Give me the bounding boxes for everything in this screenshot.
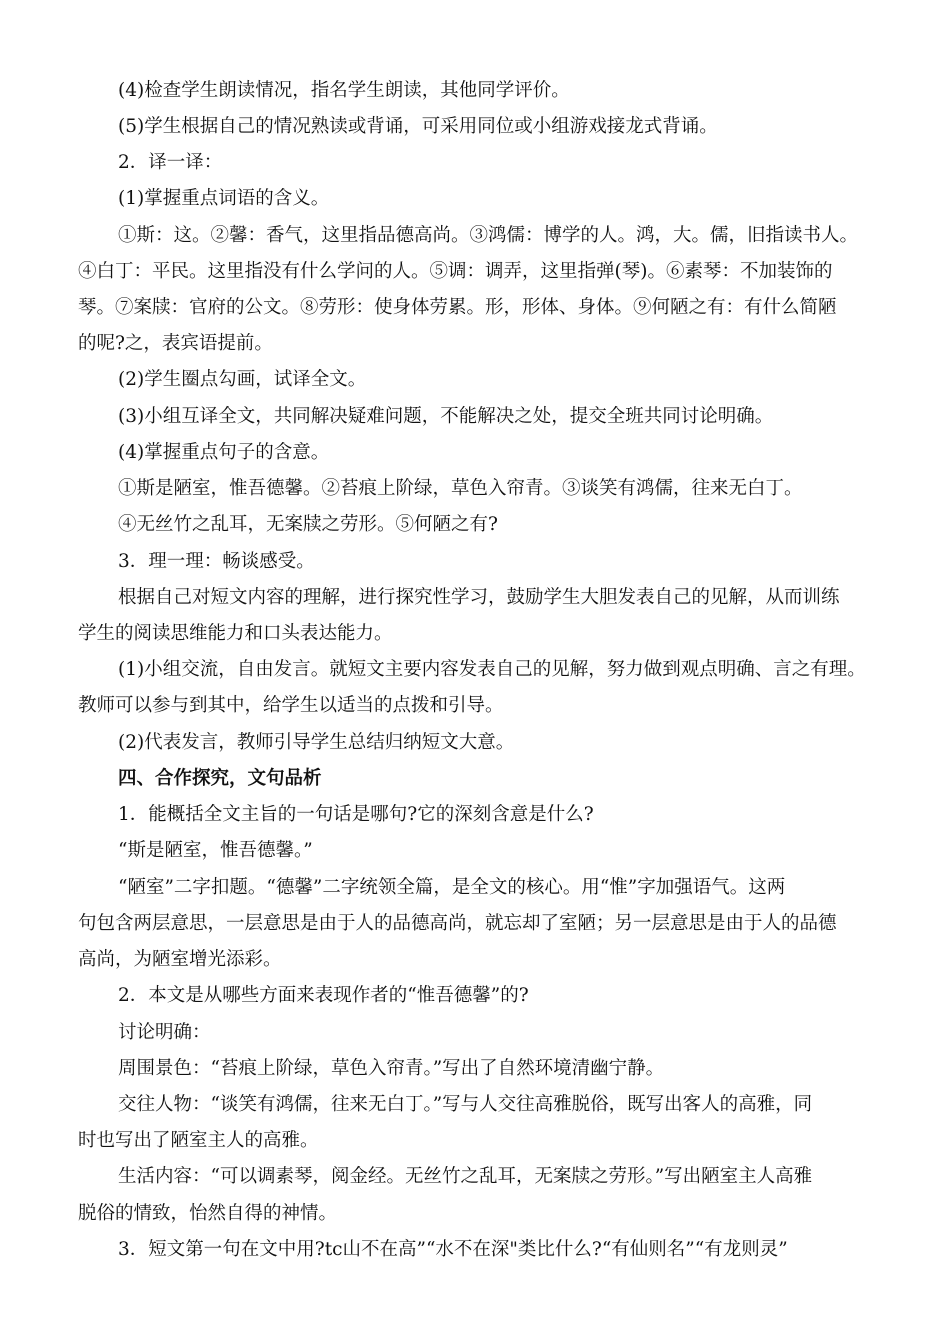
text-line: (2)代表发言，教师引导学生总结归纳短文大意。: [118, 732, 515, 753]
text-line: 3．理一理：畅谈感受。: [118, 551, 315, 572]
text-line: 时也写出了陋室主人的高雅。: [78, 1130, 319, 1151]
text-line: 2．译一译：: [118, 152, 223, 173]
text-line: 周围景色：“苔痕上阶绿，草色入帘青。”写出了自然环境清幽宁静。: [118, 1058, 665, 1079]
text-line: (2)学生圈点勾画，试译全文。: [118, 369, 367, 390]
text-line: ④白丁：平民。这里指没有什么学问的人。⑤调：调弄，这里指弹(琴)。⑥素琴：不加装饰的: [78, 261, 833, 282]
text-line: 教师可以参与到其中，给学生以适当的点拨和引导。: [78, 695, 504, 716]
text-line: 句包含两层意思，一层意思是由于人的品德高尚，就忘却了室陋；另一层意思是由于人的品德: [78, 913, 837, 934]
section-heading: 四、合作探究，文句品析: [118, 768, 322, 789]
text-line: (1)小组交流，自由发言。就短文主要内容发表自己的见解，努力做到观点明确、言之有理。: [118, 659, 866, 680]
text-line: (5)学生根据自己的情况熟读或背诵，可采用同位或小组游戏接龙式背诵。: [118, 116, 718, 137]
text-line: 的呢?之，表宾语提前。: [78, 333, 273, 354]
text-line: 2．本文是从哪些方面来表现作者的“惟吾德馨”的?: [118, 985, 529, 1006]
text-line: 1．能概括全文主旨的一句话是哪句?它的深刻含意是什么?: [118, 804, 594, 825]
text-line: 讨论明确：: [118, 1022, 211, 1043]
text-line: (4)检查学生朗读情况，指名学生朗读，其他同学评价。: [118, 80, 570, 101]
text-line: ①斯：这。②馨：香气，这里指品德高尚。③鸿儒：博学的人。鸿，大。儒，旧指读书人。: [118, 225, 859, 246]
text-line: 生活内容：“可以调素琴，阅金经。无丝竹之乱耳，无案牍之劳形。”写出陋室主人高雅: [118, 1166, 813, 1187]
text-line: 根据自己对短文内容的理解，进行探究性学习，鼓励学生大胆发表自己的见解，从而训练: [118, 587, 840, 608]
text-line: ①斯是陋室，惟吾德馨。②苔痕上阶绿，草色入帘青。③谈笑有鸿儒，往来无白丁。: [118, 478, 803, 499]
text-line: 交往人物：“谈笑有鸿儒，往来无白丁。”写与人交往高雅脱俗，既写出客人的高雅，同: [118, 1094, 813, 1115]
text-line: 3．短文第一句在文中用?tc山不在高”“水不在深"类比什么?“有仙则名”“有龙则灵”: [118, 1239, 788, 1260]
text-line: 脱俗的情致，怡然自得的神情。: [78, 1203, 338, 1224]
text-line: “斯是陋室，惟吾德馨。”: [118, 840, 313, 861]
text-line: (3)小组互译全文，共同解决疑难问题，不能解决之处，提交全班共同讨论明确。: [118, 406, 774, 427]
text-line: (1)掌握重点词语的含义。: [118, 188, 330, 209]
text-line: 高尚，为陋室增光添彩。: [78, 949, 282, 970]
text-line: 琴。⑦案牍：官府的公文。⑧劳形：使身体劳累。形，形体、身体。⑨何陋之有：有什么简陋: [78, 297, 837, 318]
text-line: “陋室”二字扣题。“德馨”二字统领全篇，是全文的核心。用“惟”字加强语气。这两: [118, 877, 786, 898]
text-line: ④无丝竹之乱耳，无案牍之劳形。⑤何陋之有?: [118, 514, 498, 535]
text-line: 学生的阅读思维能力和口头表达能力。: [78, 623, 393, 644]
text-line: (4)掌握重点句子的含意。: [118, 442, 330, 463]
